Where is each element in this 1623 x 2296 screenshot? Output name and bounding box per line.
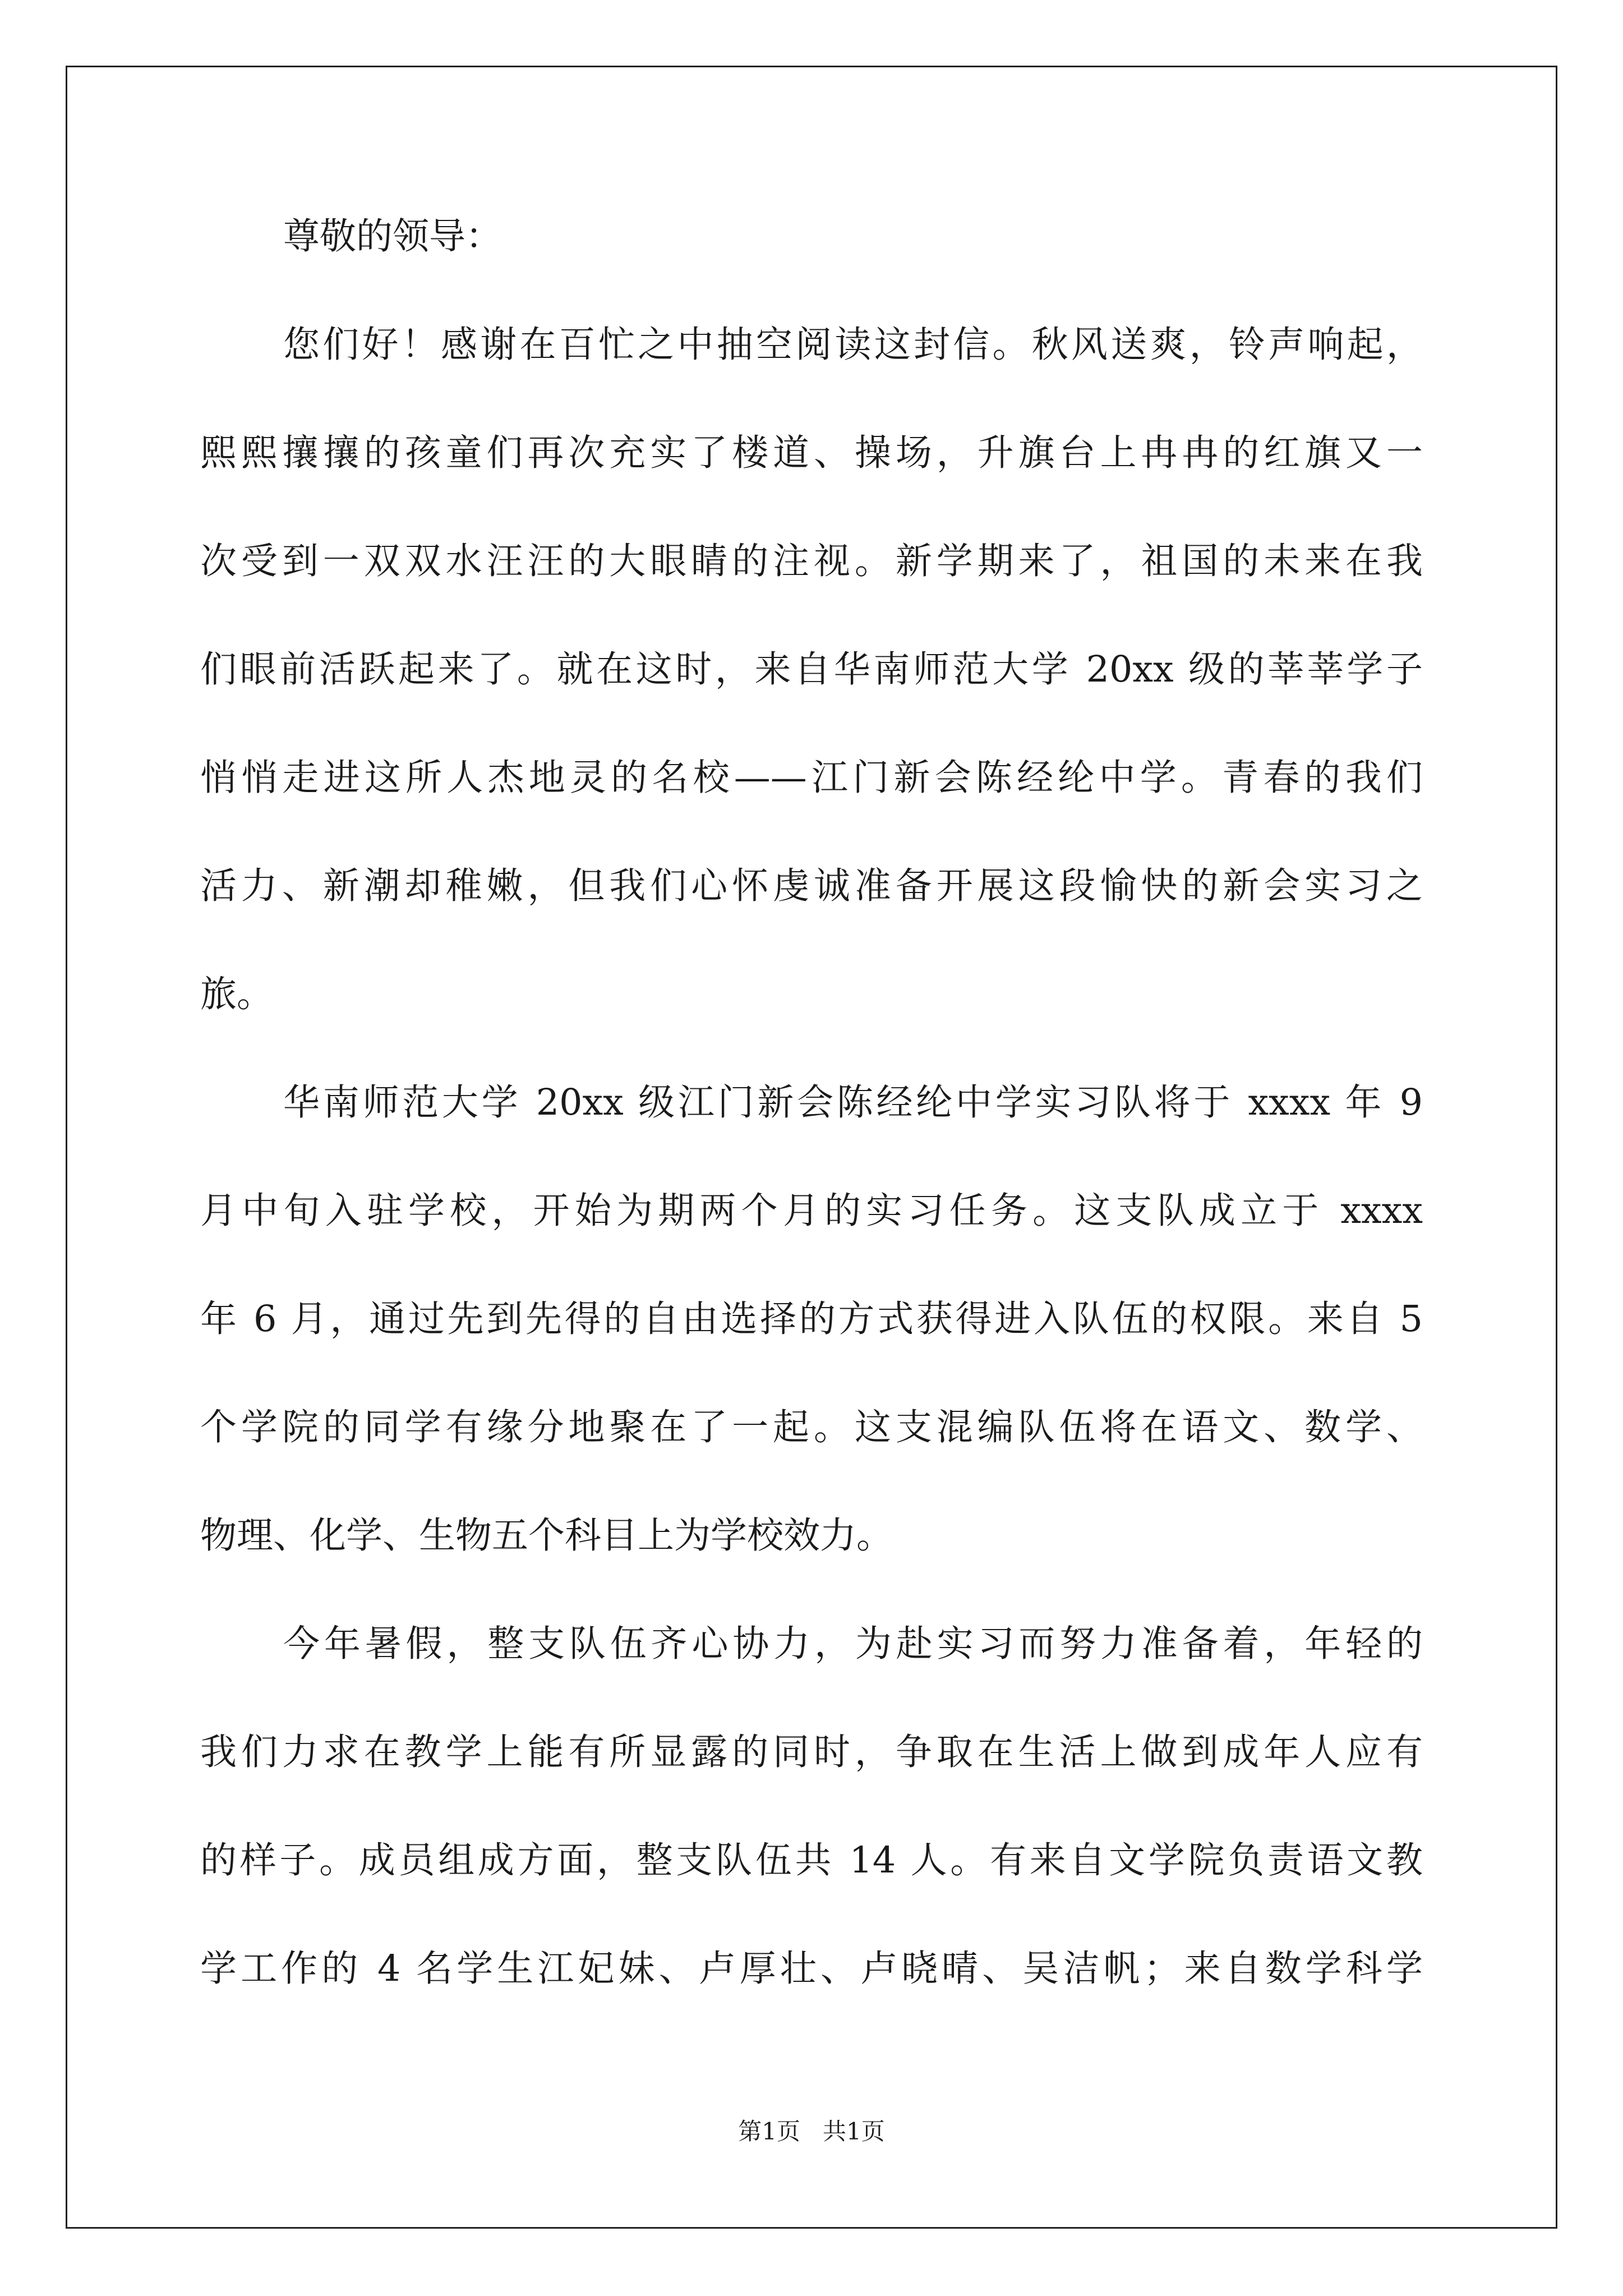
page-number-total: 共1页 <box>823 2118 885 2145</box>
paragraph-line: 物理、化学、生物五个科目上为学校效力。 <box>200 1515 893 1557</box>
paragraph-line: 活力、新潮却稚嫩，但我们心怀虔诚准备开展这段愉快的新会实习之 <box>200 865 1423 907</box>
paragraph-line: 华南师范大学 20xx 级江门新会陈经纶中学实习队将于 xxxx 年 9 <box>283 1082 1423 1124</box>
paragraph-line: 熙熙攘攘的孩童们再次充实了楼道、操场，升旗台上冉冉的红旗又一 <box>200 432 1423 474</box>
paragraph-line: 年 6 月，通过先到先得的自由选择的方式获得进入队伍的权限。来自 5 <box>200 1298 1423 1340</box>
paragraph-line: 悄悄走进这所人杰地灵的名校——江门新会陈经纶中学。青春的我们 <box>200 757 1423 799</box>
page-footer <box>0 2118 1623 2146</box>
paragraph-line: 们眼前活跃起来了。就在这时，来自华南师范大学 20xx 级的莘莘学子 <box>200 648 1423 691</box>
page-number-current: 第1页 <box>738 2118 800 2145</box>
paragraph-line: 旅。 <box>200 973 274 1015</box>
paragraph-line: 我们力求在教学上能有所显露的同时，争取在生活上做到成年人应有 <box>200 1731 1423 1773</box>
salutation-line: 尊敬的领导： <box>283 215 502 257</box>
letter-body <box>200 214 1423 2055</box>
paragraph-line: 月中旬入驻学校，开始为期两个月的实习任务。这支队成立于 xxxx <box>200 1190 1423 1232</box>
paragraph-line: 次受到一双双水汪汪的大眼睛的注视。新学期来了，祖国的未来在我 <box>200 540 1423 582</box>
paragraph-line: 的样子。成员组成方面，整支队伍共 14 人。有来自文学院负责语文教 <box>200 1839 1423 1881</box>
paragraph-line: 学工作的 4 名学生江妃妹、卢厚壮、卢晓晴、吴洁帆；来自数学科学 <box>200 1948 1423 1990</box>
paragraph-line: 您们好！感谢在百忙之中抽空阅读这封信。秋风送爽，铃声响起， <box>283 324 1423 366</box>
paragraph-line: 今年暑假，整支队伍齐心协力，为赴实习而努力准备着，年轻的 <box>283 1623 1423 1665</box>
paragraph-line: 个学院的同学有缘分地聚在了一起。这支混编队伍将在语文、数学、 <box>200 1406 1423 1448</box>
